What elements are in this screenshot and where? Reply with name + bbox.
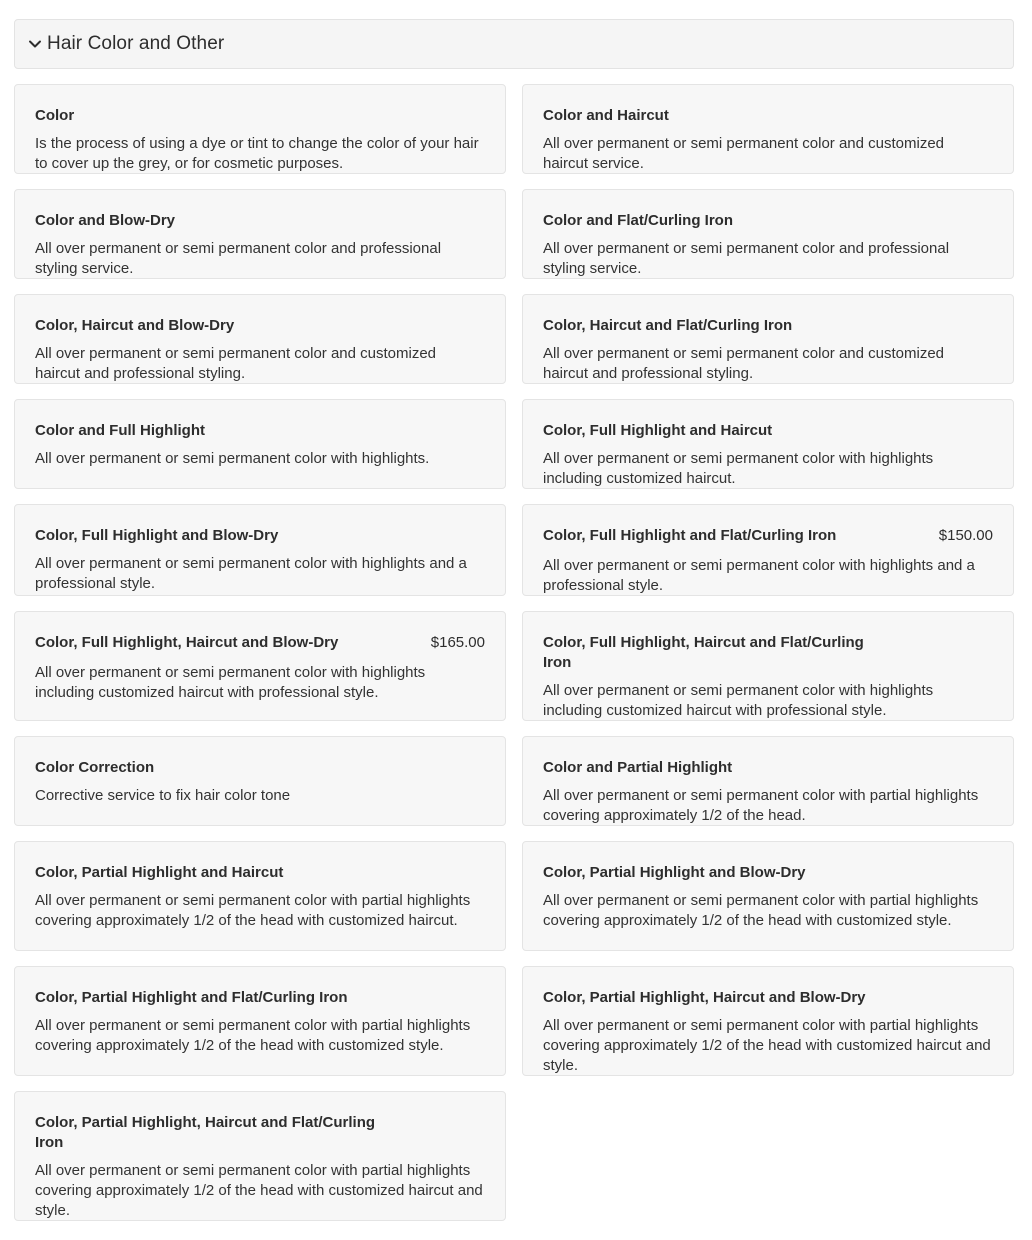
service-name: Color Correction xyxy=(35,759,155,776)
service-card[interactable] xyxy=(14,189,506,279)
service-card[interactable] xyxy=(522,189,1014,279)
service-description: All over permanent or semi permanent color with partial highlights covering approximately 1/2 of the head. xyxy=(543,787,979,824)
service-description: All over permanent or semi permanent color and professional styling service. xyxy=(543,240,950,277)
service-name: Color, Partial Highlight, Haircut and Blow-Dry xyxy=(543,989,866,1006)
service-card[interactable] xyxy=(522,611,1014,721)
service-name: Color xyxy=(35,107,75,124)
service-card[interactable] xyxy=(522,399,1014,489)
service-description: Is the process of using a dye or tint to change the color of your hair to cover up the grey, or for cosmetic purposes. xyxy=(35,135,479,172)
service-name: Color and Flat/Curling Iron xyxy=(543,212,733,229)
service-description: All over permanent or semi permanent color with partial highlights covering approximately 1/2 of the head with customized style. xyxy=(543,892,979,929)
service-name: Color, Haircut and Blow-Dry xyxy=(35,317,235,334)
service-name: Color, Full Highlight and Haircut xyxy=(543,422,773,439)
service-name: Color, Full Highlight, Haircut and Flat/Curling Iron xyxy=(543,634,864,671)
service-card[interactable] xyxy=(14,966,506,1076)
service-card[interactable] xyxy=(14,1091,506,1221)
service-description: All over permanent or semi permanent color with highlights and a professional style. xyxy=(543,557,975,594)
chevron-down-icon xyxy=(27,36,43,52)
service-name: Color and Haircut xyxy=(543,107,669,124)
service-description: All over permanent or semi permanent color and customized haircut and professional styling. xyxy=(35,345,437,382)
service-name: Color, Partial Highlight and Flat/Curling Iron xyxy=(35,989,348,1006)
service-description: All over permanent or semi permanent color and customized haircut service. xyxy=(543,135,945,172)
service-name: Color and Full Highlight xyxy=(35,422,205,439)
service-description: All over permanent or semi permanent color with highlights including customized haircut. xyxy=(543,450,934,487)
service-name: Color, Partial Highlight and Blow-Dry xyxy=(543,864,806,881)
service-card[interactable] xyxy=(14,294,506,384)
service-card[interactable] xyxy=(14,504,506,596)
service-card[interactable] xyxy=(522,504,1014,596)
service-name: Color, Partial Highlight, Haircut and Flat/Curling Iron xyxy=(35,1114,376,1151)
service-name: Color and Blow-Dry xyxy=(35,212,176,229)
section-title: Hair Color and Other xyxy=(47,33,225,54)
service-name: Color and Partial Highlight xyxy=(543,759,733,776)
service-card[interactable] xyxy=(522,294,1014,384)
service-card[interactable] xyxy=(14,736,506,826)
service-card[interactable] xyxy=(14,611,506,721)
service-name: Color, Partial Highlight and Haircut xyxy=(35,864,284,881)
service-description: All over permanent or semi permanent color with partial highlights covering approximately 1/2 of the head with customized haircut. xyxy=(35,892,471,929)
service-card[interactable] xyxy=(522,84,1014,174)
service-description: All over permanent or semi permanent color with highlights and a professional style. xyxy=(35,555,467,592)
service-name: Color, Full Highlight and Flat/Curling Iron xyxy=(543,527,837,544)
service-card[interactable] xyxy=(522,966,1014,1076)
section-header-hair-color[interactable] xyxy=(14,19,1014,69)
service-description: All over permanent or semi permanent color with partial highlights covering approximately 1/2 of the head with customized haircut and style. xyxy=(543,1017,991,1074)
service-card[interactable] xyxy=(522,841,1014,951)
service-description: All over permanent or semi permanent color and customized haircut and professional styling. xyxy=(543,345,945,382)
service-name: Color, Haircut and Flat/Curling Iron xyxy=(543,317,793,334)
service-price: $165.00 xyxy=(430,634,485,651)
service-card[interactable] xyxy=(522,736,1014,826)
service-description: Corrective service to fix hair color tone xyxy=(35,787,291,804)
service-card[interactable] xyxy=(14,399,506,489)
service-description: All over permanent or semi permanent color with highlights. xyxy=(35,450,430,467)
service-description: All over permanent or semi permanent color with highlights including customized haircut with professional style. xyxy=(35,664,426,701)
service-price: $150.00 xyxy=(938,527,993,544)
service-name: Color, Full Highlight and Blow-Dry xyxy=(35,527,279,544)
service-description: All over permanent or semi permanent color with partial highlights covering approximately 1/2 of the head with customized haircut and style. xyxy=(35,1162,483,1219)
service-description: All over permanent or semi permanent color and professional styling service. xyxy=(35,240,442,277)
service-description: All over permanent or semi permanent color with highlights including customized haircut with professional style. xyxy=(543,682,934,719)
service-description: All over permanent or semi permanent color with partial highlights covering approximately 1/2 of the head with customized style. xyxy=(35,1017,471,1054)
service-card[interactable] xyxy=(14,841,506,951)
service-card[interactable] xyxy=(14,84,506,174)
service-name: Color, Full Highlight, Haircut and Blow-Dry xyxy=(35,634,339,651)
